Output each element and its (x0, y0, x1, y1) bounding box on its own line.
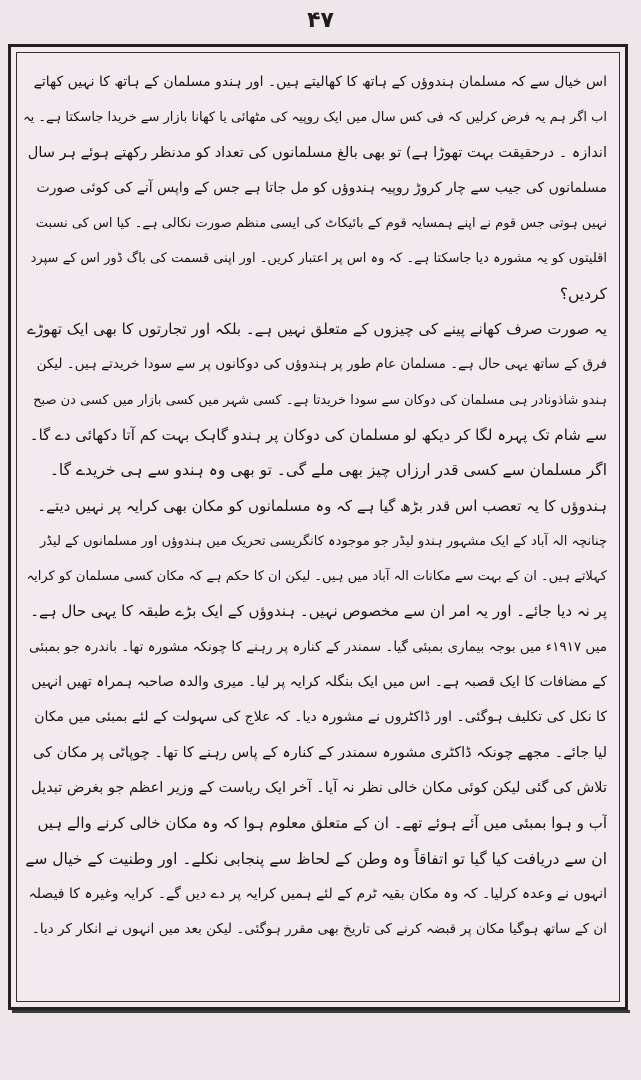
paragraph (23, 312, 607, 488)
text-line: چنانچہ الہ آباد کے ایک مشہور ہندو لیڈر جو موجودہ کانگریسی تحریک میں ہندوؤں اور مسلمانوں کے لیڈر (39, 533, 607, 549)
text-line: اندازہ ۔ درحقیقت بہت تھوڑا ہے) تو بھی بالغ مسلمانوں کی تعداد کو مدنظر رکھتے ہوئے ہر سال (27, 144, 607, 161)
text-line: انہوں نے وعدہ کرلیا۔ کہ وہ مکان بقیہ ٹرم کے لئے ہمیں کرایہ پر دے دیں گے۔ کرایہ وغیرہ کا فیصلہ (28, 885, 607, 902)
text-line: ہندو شاذونادر ہی مسلمان کی دوکان سے سودا خریدتا ہے۔ کسی شہر میں کسی بازار میں کسی دن صبح (33, 392, 607, 408)
text-line: ان کے ساتھ ہوگیا مکان پر قبضہ کرنے کی تاریخ بھی مقرر ہوگئی۔ لیکن بعد میں انہوں نے انکار کر دیا۔ (31, 921, 607, 938)
text-line: مسلمانوں کی جیب سے چار کروڑ روپیہ ہندوؤں کو مل جاتا ہے جس کے واپس آنے کی کوئی صورت (36, 179, 607, 196)
text-line: یہ صورت صرف کھانے پینے کی چیزوں کے متعلق نہیں ہے۔ بلکہ اور تجارتوں کا بھی ایک تھوڑے (27, 320, 607, 339)
text-line: آب و ہوا بمبئی میں آئے ہوئے تھے۔ ان کے متعلق معلوم ہوا کہ وہ مکان خالی کرنے والے ہیں (37, 814, 607, 833)
page-number: ۴۷ (307, 8, 334, 33)
text-line: ان سے دریافت کیا گیا تو اتفاقاً وہ وطن کے لحاظ سے پنجابی نکلے۔ اور وطنیت کے خیال سے (25, 849, 607, 868)
text-line: سے شام تک پہرہ لگا کر دیکھ لو مسلمان کی دوکان پر ہندو گاہک بہت کم آتا دکھائی دے گا۔ (29, 425, 607, 444)
page-frame (8, 44, 628, 1010)
frame-shadow-rule (12, 1010, 630, 1013)
text-line: اس خیال سے کہ مسلمان ہندوؤں کے ہاتھ کا کھالیتے ہیں۔ اور ہندو مسلمان کے ہاتھ کا نہیں کھاتے (33, 74, 607, 90)
text-line: تلاش کی گئی لیکن کوئی مکان خالی نظر نہ آیا۔ آخر ایک ریاست کے وزیر اعظم جو بغرض تبدیل (31, 779, 607, 796)
text-line: کہلاتے ہیں۔ ان کے بہت سے مکانات الہ آباد میں ہیں۔ لیکن ان کا حکم ہے کہ مکان کسی مسلمان کو کرایہ (26, 569, 607, 585)
text-line: میں ۱۹۱۷ء میں بوجہ بیماری بمبئی گیا۔ سمندر کے کنارہ پر رہنے کا چونکہ مشورہ تھا۔ باندرہ جو بمبئی (29, 638, 607, 655)
body-text (23, 65, 607, 947)
text-line: اب اگر ہم یہ فرض کرلیں کہ فی کس سال میں ایک روپیہ کی مٹھائی یا کھانا بازار سے خریدا جاسکتا ہے۔ یہ (23, 110, 607, 126)
text-line: کا نکل کی تکلیف ہوگئی۔ اور ڈاکٹروں نے مشورہ دیا۔ کہ علاج کی سہولت کے لئے بمبئی میں مکان (34, 709, 607, 726)
text-line: اگر مسلمان سے کسی قدر ارزاں چیز بھی ملے گی۔ تو بھی وہ ہندو سے ہی خریدے گا۔ (49, 461, 607, 480)
text-line: کردیں؟ (559, 284, 607, 303)
text-line: ہندوؤں کا یہ تعصب اس قدر بڑھ گیا ہے کہ وہ مسلمانوں کو مکان بھی کرایہ پر نہیں دیتے۔ (37, 496, 607, 515)
paragraph (23, 65, 607, 312)
text-line: لیا جائے۔ مجھے چونکہ ڈاکٹری مشورہ سمندر کے کنارہ کے پاس رہنے کا تھا۔ چوپاٹی پر مکان کی (33, 744, 607, 761)
text-line: اقلیتوں کو یہ مشورہ دیا جاسکتا ہے۔ کہ وہ اس پر اعتبار کریں۔ اور اپنی قسمت کی باگ ڈور اس کے سپرد (30, 251, 607, 267)
paragraph (23, 630, 607, 948)
text-line: نہیں ہوتی جس قوم نے اپنے ہمسایہ قوم کے بائیکاٹ کی ایسی منظم صورت نکالی ہے۔ کیا اس کی نسبت (35, 216, 607, 232)
text-line: پر نہ دیا جائے۔ اور یہ امر ان سے مخصوص نہیں۔ ہندوؤں کے ایک بڑے طبقہ کا یہی حال ہے۔ (30, 602, 607, 621)
paragraph (23, 489, 607, 630)
text-line: کے مضافات کا ایک قصبہ ہے۔ اس میں ایک بنگلہ کرایہ پر لیا۔ میری والدہ صاحبہ ہمراہ تھیں انہیں (31, 674, 607, 691)
text-line: فرق کے ساتھ یہی حال ہے۔ مسلمان عام طور پر ہندوؤں کی دوکانوں پر سے سودا خریدتے ہیں۔ لیکن (36, 356, 607, 373)
